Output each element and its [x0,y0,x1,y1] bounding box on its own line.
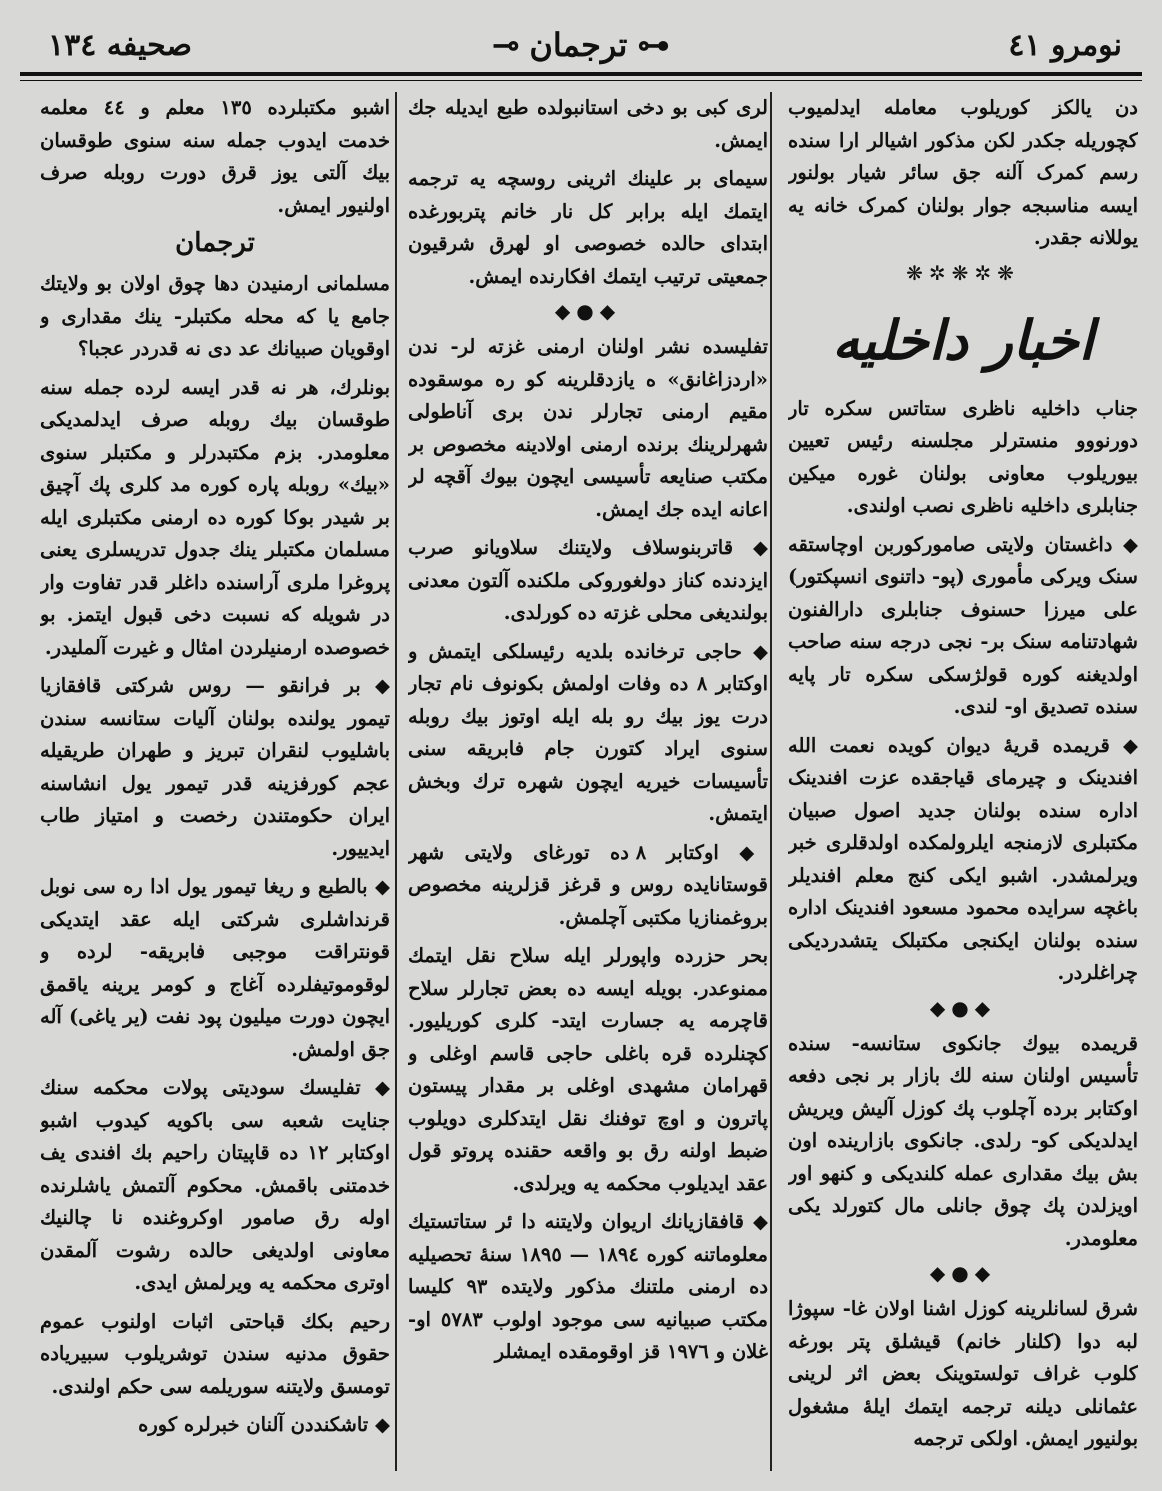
header-rule-thick [20,72,1142,76]
article-paragraph: شرق لسانلرینه کوزل اشنا اولان غا- سپوژا لبه دوا (کلنار خانم) قیشلق پتر بورغه کلوب غراف تولستوینک بعض اثر لرینی عثمانلی دیلنه ترجمه ایتمك ایلهٔ مشغول بولنیور ایمش. اولکی ترجمه [788,1297,1138,1450]
article-paragraph: رحیم بکك قباحتی اثبات اولنوب عموم حقوق مدنیه سندن توشریلوب سبیریاده تومسق ولایتنه سوریلمه سی حکم اولندی. [40,1309,390,1398]
article-paragraph: قریمده بیوك جانکوی ستانسه- سنده تأسیس اولنان سنه لك بازار بر نجی دفعه اوکتابر برده آچلوب پك کوزل آلیش ویریش ایدلدیکی کو- رلدی. جانکوی بازارینده اون بش بیك مقداری عمله کلندیکی و کنهو اور اویزلدن پك چوق جانلی مال کتورلد یکی معلومدر. [788,1031,1138,1250]
ornament-divider: ❋✲❋✲❋ [906,260,1020,285]
article-paragraph: بحر حزرده واپورلر ایله سلاح نقل ایتمك ممنوعدر. بویله ایسه ده بعض تجارلر سلاح قاچرمه یه جسارت ایتد- کلری کوریلیور. کچنلرده قره باغلی حاجی قاسم اوغلی و قهرامان مشهدی اوغلی بر مقدار پیستون پاترون و اوچ توفنك نقل ایتدکلری دویلوب ضبط اولنه رق بو واقعه حقنده پروتو قول عقد ایدیلوب محکمه یه ویرلدی. [408,944,768,1195]
page-number: صحیفه ١٣٤ [48,28,192,63]
column-divider-left [395,92,397,1471]
newspaper-title [493,26,670,64]
column-left [40,92,390,1471]
article-paragraph: لری کبی بو دخی استانبولده طبع ایدیله جك ایمش. [408,96,768,152]
issue-number: نومرو ٤١ [1008,28,1122,63]
article-paragraph: ◆ داغستان ولایتی صامورکوربن اوچاستقه سنک ویرکی مأموری (پو- داتنوی انسپکتور) علی میرزا حسنوف جنابلری دارالفنون شهادتنامه سنک بر- نجی درجه سنه صاحب اولدیغنه کوره قولژسکی سکره تار پایه سنده تصدیق او- لندی. [788,532,1138,718]
article-paragraph: ◆ تاشکنددن آلنان خبرلره کوره [138,1413,390,1436]
article-paragraph: سیمای بر علینك اثرینی روسچه یه ترجمه ایتمك ایله برابر کل نار خانم پتربورغده ابتدای حالده خصوصی او لهرق شرقیون جمعیتی ترتیب ایتمك افکارنده ایمش. [408,167,768,288]
article-paragraph: بونلرك، هر نه قدر ایسه لرده جمله سنه طوقسان بیك روبله صرف ایدلمدیکی معلومدر. بزم مکتبدرلر و مکتبلر سنوی «بیك» روبله پاره کوره مد کلری پك آچیق بر شیدر بوکا کوره ده ارمنی مکتبلری ایله مسلمان مکتبلر ینك جدول تدریسلری یعنی پروغرا ملری آراسنده داغلر قدر تفاوت وار در شویله که نسبت دخی قبول ایتمز. بو خصوصده ارمنیلردن امثال و غیرت آلملیدر. [40,375,390,659]
article-paragraph: جناب داخلیه ناظری ستاتس سکره تار دورنووو منسترلر مجلسنه رئیس تعیین بیوریلوب معاونی بولنان غوره میکین جنابلری داخلیه ناظری نصب اولندی. [788,396,1138,517]
article-paragraph: دن یالکز کوریلوب معامله ایدلمیوب کچوریله جکدر لکن مذکور اشیالر ارا سنده رسم کمرک آلنه جق سائر شیار بولنور ایسه مناسبجه جوار بولنان کمرک خانه یه یوللانه جقدر. [788,96,1138,249]
article-paragraph: مسلمانی ارمنیدن دها چوق اولان بو ولایتك جامع یا که محله مکتبلر- ینك مقداری و اوقویان صبیانك عد دی نه قدردر عجبا؟ [40,272,390,360]
masthead [24,22,1138,70]
ornament-left-icon: ⊸ [492,26,520,64]
article-paragraph: ◆ اوکتابر ٨ ده تورغای ولایتی شهر قوستانایده روس و قرغز قزلرینه مخصوص بروغمنازیا مکتبی آچلمش. [408,840,768,929]
separator: ◆●◆ [929,995,997,1020]
article-paragraph: ◆ حاجی ترخانده بلدیه رئیسلکی ایتمش و اوکتابر ٨ ده وفات اولمش بکونوف نام تجار درت یوز بیك رو بله ایله اوتوز بیك روبله سنوی ایراد کتورن جام فابریقه سنی تأسیسات خیریه ایچون شهره ترك وبخش ایتمش. [408,639,768,825]
newspaper-title-text: ترجمان [529,26,628,64]
article-paragraph: تفلیسده نشر اولنان ارمنی غزته لر- ندن «اردزاغانق» ه یازدقلرینه کو ره موسقوده مقیم ارمنی تجارلر ندن بری آناطولی شهرلرینك برنده ارمنی اولادینه مخصوص بر مکتب صنایعه تأسیسی ایچون بیوك آقچه لر اعانه ایده جك ایمش. [408,335,768,521]
separator: ◆●◆ [554,299,622,323]
article-paragraph: ◆ بر فرانقو — روس شرکتی قافقازیا تیمور یولنده بولنان آلیات ستانسه سندن باشلیوب لنقران تبریز و طهران طریقیله عجم کورفزینه قدر تیمور یول انشاسنه ایران حکومتندن رخصت و امتیاز طاب ایدییور. [40,674,390,860]
article-paragraph: اشبو مکتبلرده ١٣٥ معلم و ٤٤ معلمه خدمت ایدوب جمله سنه سنوی طوقسان بیك آلتی یوز قرق دورت روبله صرف اولنیور ایمش. [40,96,390,217]
ornament-right-icon: ⊷ [637,26,670,64]
header-rule-thin [20,80,1142,81]
column-right [788,92,1138,1471]
section-title: اخبار داخلیه [832,307,1094,372]
column-divider-right [770,92,772,1471]
column-middle [408,92,768,1471]
article-paragraph: ◆ تفلیسك سودیتی پولات محکمه سنك جنایت شعبه سی باکویه کیدوب اشبو اوکتابر ١٢ ده قاپیتان راحیم بك افندی یف خدمتنی باقمش. محکوم آلتمش یاشلرنده اوله رق صامور اوکروغنده نا چالنیك معاونی اولدیغی حالده رشوت آلمقدن اوتری محکمه یه ویرلمش ایدی. [40,1076,390,1294]
separator: ◆●◆ [929,1261,997,1285]
editorial-subtitle: ترجمان [175,228,255,258]
article-paragraph: ◆ قریمده قریهٔ دیوان کویده نعمت الله افندینک و چیرمای قیاجقده عزت افندینک اداره سنده بولنان جدید اصول صبیان مکتبلری لازمنجه ایلرولمکده اولدقلری خبر ویرلمشدر. اشبو ایکی کنج معلم افندیلر باغچه سرایده محمود مسعود افندینک اداره سنده بولنان ایکنجی مکتبلک یتشدردیکی چراغلردر. [788,733,1138,984]
article-paragraph: ◆ بالطبع و ریغا تیمور یول ادا ره سی نوبل قرنداشلری شرکتی ایله عقد ایتدیکی قونتراقت موجبی فابریقه- لرده و لوقوموتیفلرده آغاج و کومر یرینه یاقمق ایچون دورت میلیون پود نفت (یر یاغی) آله جق اولمش. [40,875,390,1061]
article-paragraph: ◆ قافقازیانك اریوان ولایتنه دا ئر ستاتستیك معلوماتنه کوره ١٨٩٤ — ١٨٩٥ سنهٔ تحصیلیه ده ارمنی ملتنك مذکور ولایتده ٩٣ کلیسا مکتب صبیانیه سی موجود اولوب ٥٧٨٣ او- غلان و ١٩٧٦ قز اوقومقده ایمشلر [408,1210,768,1363]
article-paragraph: ◆ قاتربنوسلاف ولایتنك سلاویانو صرب ایزدنده کناز دولغوروکی ملکنده آلتون معدنی بولندیغی محلی غزته ده کورلدی. [408,536,768,624]
